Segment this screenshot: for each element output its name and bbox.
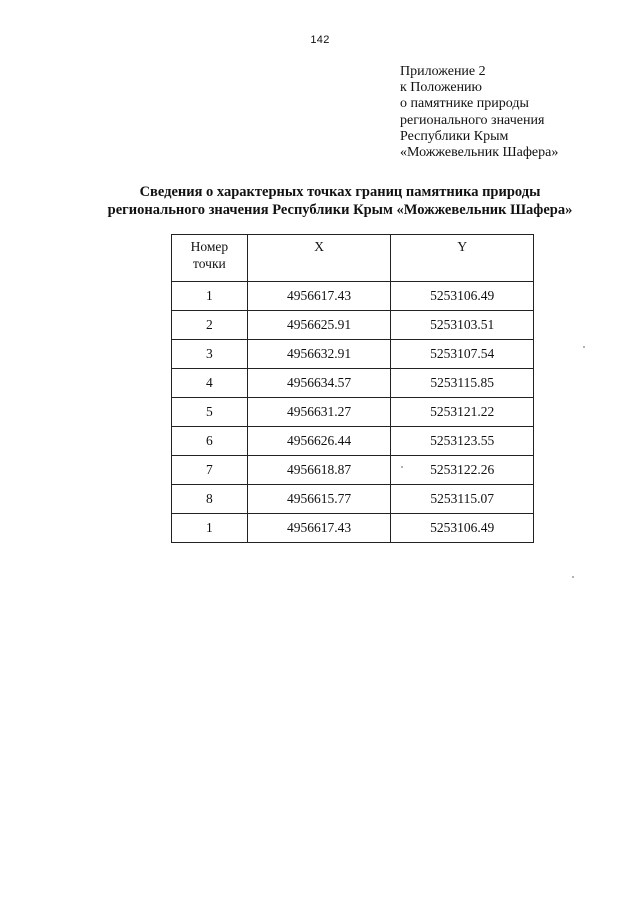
- header-y: Y: [391, 235, 534, 282]
- cell-y: 5253122.26: [391, 456, 534, 485]
- appendix-line: «Можжевельник Шафера»: [400, 145, 559, 161]
- header-x: X: [247, 235, 391, 282]
- table-row: [172, 514, 534, 543]
- cell-y: 5253106.49: [391, 282, 534, 311]
- title-line-1: Сведения о характерных точках границ памятника природы: [139, 184, 541, 200]
- table-row: [172, 369, 534, 398]
- table-header-row: [172, 235, 534, 282]
- table-row: [172, 398, 534, 427]
- table-row: [172, 427, 534, 456]
- cell-x: 4956618.87: [247, 456, 391, 485]
- cell-y: 5253106.49: [391, 514, 534, 543]
- cell-x: 4956634.57: [247, 369, 391, 398]
- cell-point-number: 6: [172, 427, 248, 456]
- cell-y: 5253121.22: [391, 398, 534, 427]
- table-row: [172, 282, 534, 311]
- cell-point-number: 3: [172, 340, 248, 369]
- cell-y: 5253123.55: [391, 427, 534, 456]
- cell-x: 4956617.43: [247, 514, 391, 543]
- cell-x: 4956626.44: [247, 427, 391, 456]
- cell-y: 5253107.54: [391, 340, 534, 369]
- table-row: [172, 456, 534, 485]
- cell-x: 4956625.91: [247, 311, 391, 340]
- scan-speck: [401, 466, 403, 468]
- appendix-line: Приложение 2: [400, 64, 486, 79]
- cell-x: 4956632.91: [247, 340, 391, 369]
- cell-x: 4956615.77: [247, 485, 391, 514]
- appendix-line: к Положению: [400, 80, 483, 96]
- scan-speck: [583, 346, 585, 348]
- cell-point-number: 5: [172, 398, 248, 427]
- appendix-line: о памятнике природы: [400, 96, 529, 112]
- table-row: [172, 485, 534, 514]
- appendix-line: регионального значения: [400, 112, 545, 128]
- table-row: [172, 340, 534, 369]
- header-point-number: [172, 235, 248, 282]
- cell-y: 5253115.85: [391, 369, 534, 398]
- cell-x: 4956631.27: [247, 398, 391, 427]
- cell-point-number: 2: [172, 311, 248, 340]
- cell-point-number: 1: [172, 282, 248, 311]
- document-title: [0, 183, 640, 219]
- header-number-line2: точки: [193, 256, 226, 271]
- table-row: [172, 311, 534, 340]
- cell-point-number: 7: [172, 456, 248, 485]
- cell-point-number: 4: [172, 369, 248, 398]
- cell-x: 4956617.43: [247, 282, 391, 311]
- cell-point-number: 1: [172, 514, 248, 543]
- page-number: 142: [310, 34, 330, 46]
- boundary-points-table: [171, 234, 534, 543]
- cell-point-number: 8: [172, 485, 248, 514]
- title-line-2: регионального значения Республики Крым «Можжевельник Шафера»: [107, 202, 573, 218]
- header-number-line1: Номер: [190, 239, 229, 254]
- appendix-line: Республики Крым: [400, 128, 509, 144]
- scan-speck: [572, 576, 574, 578]
- appendix-reference: [400, 64, 630, 161]
- cell-y: 5253103.51: [391, 311, 534, 340]
- cell-y: 5253115.07: [391, 485, 534, 514]
